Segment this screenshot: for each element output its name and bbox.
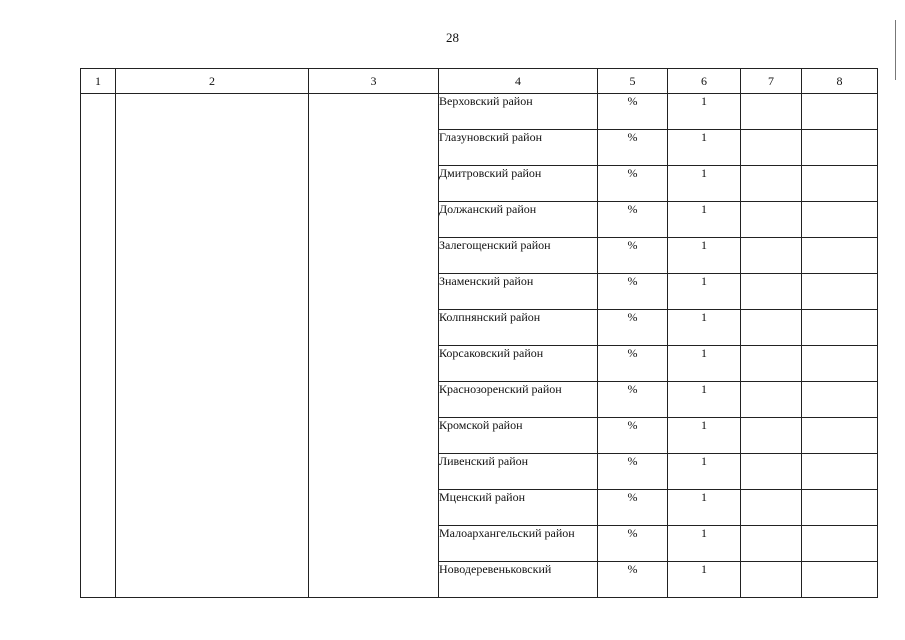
column-8-cell [802, 238, 878, 274]
unit-cell: % [598, 454, 668, 490]
district-cell: Колпнянский район [439, 310, 598, 346]
column-8-cell [802, 94, 878, 130]
district-cell: Малоархангельский район [439, 526, 598, 562]
district-cell: Новодеревеньковский [439, 562, 598, 598]
column-header-7: 7 [741, 69, 802, 94]
column-8-cell [802, 310, 878, 346]
value-cell: 1 [668, 94, 741, 130]
value-cell: 1 [668, 382, 741, 418]
district-cell: Должанский район [439, 202, 598, 238]
page-number: 28 [446, 30, 459, 45]
value-cell: 1 [668, 418, 741, 454]
unit-cell: % [598, 562, 668, 598]
unit-cell: % [598, 310, 668, 346]
column-8-cell [802, 562, 878, 598]
column-7-cell [741, 418, 802, 454]
column-7-cell [741, 490, 802, 526]
column-7-cell [741, 310, 802, 346]
data-table [80, 68, 878, 598]
value-cell: 1 [668, 310, 741, 346]
district-cell: Знаменский район [439, 274, 598, 310]
value-cell: 1 [668, 130, 741, 166]
column-7-cell [741, 562, 802, 598]
column-1-merged-cell [81, 94, 116, 598]
column-header-2: 2 [116, 69, 309, 94]
column-8-cell [802, 454, 878, 490]
district-cell: Верховский район [439, 94, 598, 130]
unit-cell: % [598, 418, 668, 454]
district-cell: Ливенский район [439, 454, 598, 490]
column-7-cell [741, 166, 802, 202]
unit-cell: % [598, 238, 668, 274]
unit-cell: % [598, 274, 668, 310]
column-8-cell [802, 166, 878, 202]
column-8-cell [802, 274, 878, 310]
column-header-4: 4 [439, 69, 598, 94]
district-cell: Дмитровский район [439, 166, 598, 202]
column-7-cell [741, 202, 802, 238]
unit-cell: % [598, 382, 668, 418]
value-cell: 1 [668, 454, 741, 490]
column-header-6: 6 [668, 69, 741, 94]
column-8-cell [802, 382, 878, 418]
column-7-cell [741, 382, 802, 418]
district-cell: Краснозоренский район [439, 382, 598, 418]
value-cell: 1 [668, 562, 741, 598]
value-cell: 1 [668, 274, 741, 310]
column-8-cell [802, 130, 878, 166]
column-7-cell [741, 238, 802, 274]
column-3-merged-cell [309, 94, 439, 598]
column-7-cell [741, 346, 802, 382]
district-cell: Глазуновский район [439, 130, 598, 166]
column-7-cell [741, 94, 802, 130]
unit-cell: % [598, 490, 668, 526]
column-2-merged-cell [116, 94, 309, 598]
value-cell: 1 [668, 346, 741, 382]
unit-cell: % [598, 346, 668, 382]
column-header-3: 3 [309, 69, 439, 94]
column-7-cell [741, 454, 802, 490]
column-8-cell [802, 526, 878, 562]
unit-cell: % [598, 526, 668, 562]
column-8-cell [802, 490, 878, 526]
district-cell: Мценский район [439, 490, 598, 526]
district-cell: Корсаковский район [439, 346, 598, 382]
unit-cell: % [598, 166, 668, 202]
unit-cell: % [598, 202, 668, 238]
value-cell: 1 [668, 526, 741, 562]
header-row [81, 69, 878, 94]
value-cell: 1 [668, 490, 741, 526]
table-body [81, 94, 878, 598]
column-header-1: 1 [81, 69, 116, 94]
unit-cell: % [598, 130, 668, 166]
value-cell: 1 [668, 166, 741, 202]
column-header-5: 5 [598, 69, 668, 94]
column-8-cell [802, 346, 878, 382]
page-edge-line [895, 20, 896, 80]
value-cell: 1 [668, 202, 741, 238]
unit-cell: % [598, 94, 668, 130]
column-7-cell [741, 526, 802, 562]
district-cell: Залегощенский район [439, 238, 598, 274]
column-header-8: 8 [802, 69, 878, 94]
table-row [81, 94, 878, 130]
column-8-cell [802, 202, 878, 238]
column-7-cell [741, 274, 802, 310]
district-cell: Кромской район [439, 418, 598, 454]
column-7-cell [741, 130, 802, 166]
value-cell: 1 [668, 238, 741, 274]
column-8-cell [802, 418, 878, 454]
